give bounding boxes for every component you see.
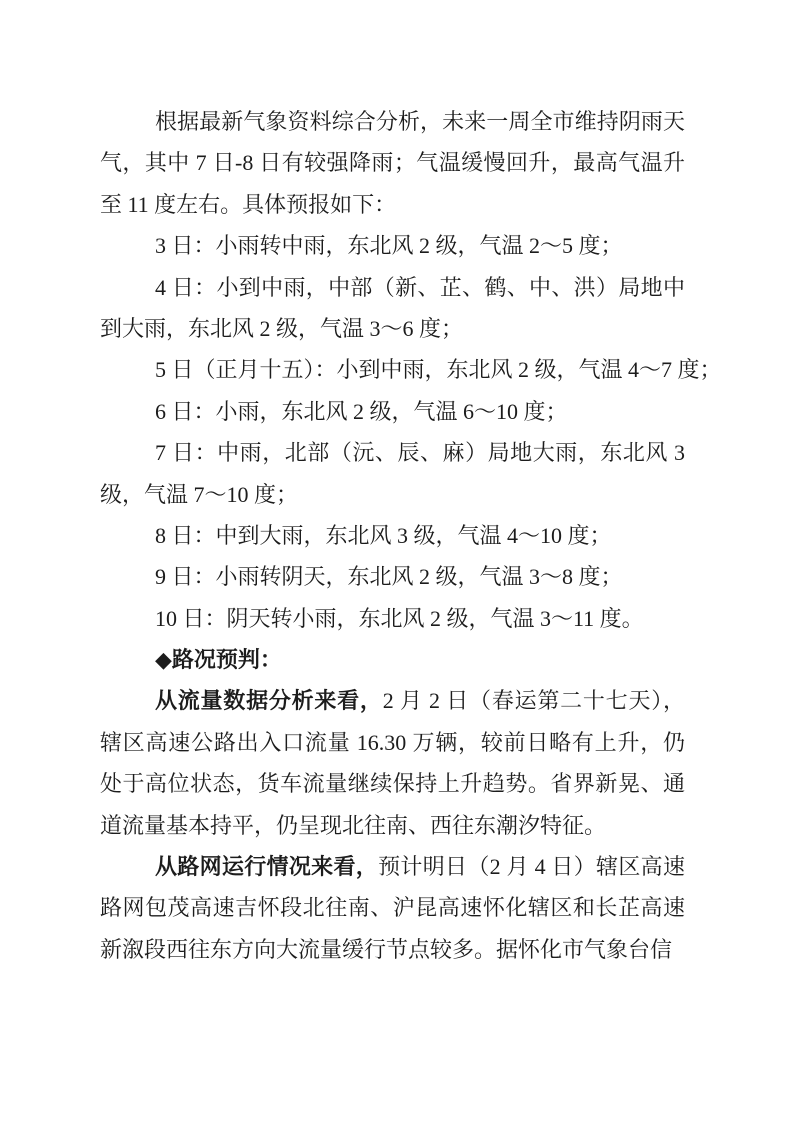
doc-line [100, 680, 685, 721]
doc-line [100, 267, 685, 308]
doc-line-text: 8 日：中到大雨，东北风 3 级，气温 4～10 度； [155, 522, 612, 548]
doc-line [100, 225, 685, 266]
doc-line-bold-text: ◆路况预判： [155, 647, 282, 673]
doc-line-text: 2 月 2 日（春运第二十七天）， [382, 688, 685, 714]
doc-line-text: 到大雨，东北风 2 级，气温 3～6 度； [100, 315, 464, 341]
doc-line [100, 805, 685, 846]
doc-line-text: 路网包茂高速吉怀段北往南、沪昆高速怀化辖区和长芷高速 [100, 895, 685, 921]
doc-line [100, 432, 685, 473]
doc-line-text: 辖区高速公路出入口流量 16.30 万辆，较前日略有上升，仍 [100, 729, 685, 755]
doc-line-text: 气，其中 7 日-8 日有较强降雨；气温缓慢回升，最高气温升 [100, 150, 685, 176]
doc-line-text: 7 日：中雨，北部（沅、辰、麻）局地大雨，东北风 3 [155, 440, 685, 466]
doc-line [100, 598, 685, 639]
doc-line-text: 3 日：小雨转中雨，东北风 2 级，气温 2～5 度； [155, 233, 623, 259]
doc-line [100, 763, 685, 804]
doc-line-text: 新溆段西往东方向大流量缓行节点较多。据怀化市气象台信 [100, 936, 673, 962]
doc-line-text: 道流量基本持平，仍呈现北往南、西往东潮汐特征。 [100, 812, 607, 838]
doc-line [100, 142, 685, 183]
doc-line [100, 722, 685, 763]
doc-line [100, 308, 685, 349]
doc-line [100, 391, 685, 432]
doc-line [100, 929, 685, 970]
doc-line-text: 根据最新气象资料综合分析，未来一周全市维持阴雨天 [155, 109, 685, 134]
doc-line-text: 至 11 度左右。具体预报如下： [100, 191, 397, 217]
doc-line-text: 10 日：阴天转小雨，东北风 2 级，气温 3～11 度。 [155, 605, 644, 631]
doc-line [100, 101, 685, 142]
doc-line-bold-text: 从流量数据分析来看， [155, 688, 383, 714]
doc-line [100, 474, 685, 515]
doc-line [100, 184, 685, 225]
document-body [100, 101, 722, 970]
doc-line [100, 515, 685, 556]
doc-line-text: 预计明日（2 月 4 日）辖区高速 [378, 854, 685, 880]
doc-line-text: 级，气温 7～10 度； [100, 481, 299, 507]
doc-line-text: 4 日：小到中雨，中部（新、芷、鹤、中、洪）局地中 [155, 274, 685, 300]
doc-line-bold-text: 从路网运行情况来看， [155, 854, 379, 880]
doc-line [100, 639, 685, 680]
doc-line-text: 5 日（正月十五）：小到中雨，东北风 2 级，气温 4～7 度； [155, 357, 722, 383]
doc-line-text: 9 日：小雨转阴天，东北风 2 级，气温 3～8 度； [155, 564, 623, 590]
doc-line [100, 556, 685, 597]
doc-line [100, 887, 685, 928]
doc-line [100, 349, 722, 390]
doc-line [100, 846, 685, 887]
doc-line-text: 处于高位状态，货车流量继续保持上升趋势。省界新晃、通 [100, 771, 685, 797]
doc-line-text: 6 日：小雨，东北风 2 级，气温 6～10 度； [155, 398, 568, 424]
